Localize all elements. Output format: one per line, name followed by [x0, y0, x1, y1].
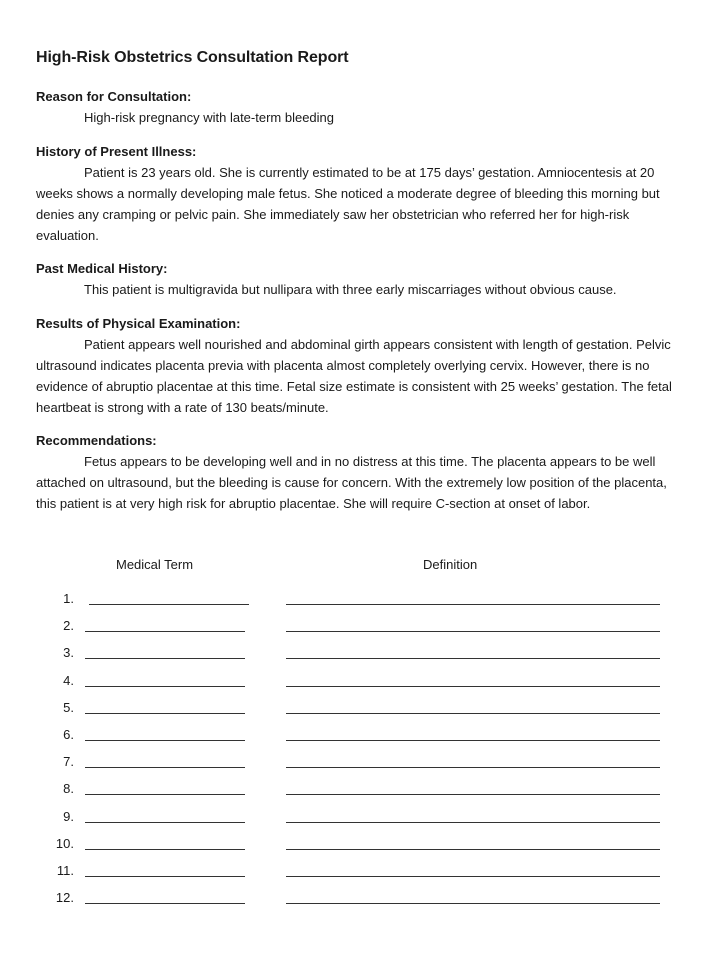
row-number: 8.	[63, 781, 74, 797]
row-number: 10.	[55, 835, 74, 851]
definition-blank[interactable]	[286, 686, 660, 687]
definition-blank[interactable]	[286, 794, 660, 795]
definition-blank[interactable]	[286, 876, 660, 877]
physical-exam-section	[36, 313, 672, 418]
past-medical-text: This patient is multigravida but nullipara with three early miscarriages without obvious cause.	[84, 282, 617, 297]
reason-heading: Reason for Consultation:	[36, 89, 192, 104]
medical-term-blank[interactable]	[85, 903, 245, 904]
medical-term-blank[interactable]	[85, 658, 245, 659]
past-medical-heading: Past Medical History:	[36, 261, 168, 276]
medical-term-blank[interactable]	[85, 767, 245, 768]
worksheet-row	[0, 590, 709, 617]
definition-blank[interactable]	[286, 713, 660, 714]
worksheet-row	[0, 672, 709, 699]
reason-text: High-risk pregnancy with late-term bleeding	[84, 110, 335, 125]
history-section	[36, 141, 672, 246]
medical-term-blank[interactable]	[85, 794, 245, 795]
definition-blank[interactable]	[286, 631, 660, 632]
row-number: 5.	[63, 699, 74, 715]
worksheet-row	[0, 699, 709, 726]
worksheet-row	[0, 835, 709, 862]
recommendations-section	[36, 430, 672, 514]
medical-term-blank[interactable]	[85, 849, 245, 850]
worksheet-row	[0, 753, 709, 780]
row-number: 7.	[63, 754, 74, 770]
definition-blank[interactable]	[286, 822, 660, 823]
definition-blank[interactable]	[286, 767, 660, 768]
history-heading: History of Present Illness:	[36, 144, 197, 159]
recommendations-heading: Recommendations:	[36, 433, 157, 448]
definition-blank[interactable]	[286, 903, 660, 904]
medical-term-blank[interactable]	[85, 740, 245, 741]
row-number: 6.	[63, 727, 74, 742]
row-number: 1.	[63, 591, 74, 606]
worksheet-row	[0, 726, 709, 753]
worksheet-row	[0, 617, 709, 644]
definition-blank[interactable]	[286, 604, 660, 605]
definition-blank[interactable]	[286, 658, 660, 659]
row-number: 11.	[56, 863, 74, 878]
row-number: 12.	[55, 890, 74, 906]
recommendations-text: Fetus appears to be developing well and in no distress at this time. The placenta appears to be well attached on ultrasound, but the bleeding is cause for concern. With the extremely low position of the placenta, this patient is at very high risk for abruptio placentae. She will require C-section at onset of labor.	[36, 454, 667, 511]
medical-term-blank[interactable]	[85, 713, 245, 714]
worksheet-row	[0, 808, 709, 835]
medical-term-blank[interactable]	[85, 631, 245, 632]
medical-term-blank[interactable]	[85, 822, 245, 823]
definition-blank[interactable]	[286, 849, 660, 850]
worksheet-row	[0, 889, 709, 916]
physical-exam-heading: Results of Physical Examination:	[36, 316, 241, 331]
medical-term-header: Medical Term	[116, 557, 194, 572]
worksheet-row	[0, 644, 709, 671]
physical-exam-text: Patient appears well nourished and abdominal girth appears consistent with length of gestation. Pelvic ultrasound indicates placenta previa with placenta almost completely overlying cervix. However, there is no evidence of abruptio placentae at this time. Fetal size estimate is consistent with 25 weeks’ gestation. The fetal heartbeat is strong with a rate of 130 beats/minute.	[36, 337, 672, 415]
reason-section	[36, 86, 672, 128]
row-number: 2.	[63, 618, 74, 634]
definition-header: Definition	[423, 557, 478, 572]
row-number: 4.	[63, 672, 74, 688]
row-number: 3.	[63, 645, 74, 661]
row-number: 9.	[63, 808, 74, 824]
history-text: Patient is 23 years old. She is currently estimated to be at 175 days’ gestation. Amniocentesis at 20 weeks shows a normally developing male fetus. She noticed a moderate degree of bleeding this morning but denies any cramping or pelvic pain. She immediately saw her obstetrician who referred her for high-risk evaluation.	[36, 165, 660, 243]
definition-blank[interactable]	[286, 740, 660, 741]
past-medical-section	[36, 258, 672, 300]
medical-term-blank[interactable]	[85, 686, 245, 687]
report-title: High-Risk Obstetrics Consultation Report	[36, 49, 349, 66]
medical-term-blank[interactable]	[89, 604, 249, 605]
medical-term-blank[interactable]	[85, 876, 245, 877]
worksheet-row	[0, 862, 709, 889]
worksheet-row	[0, 780, 709, 807]
